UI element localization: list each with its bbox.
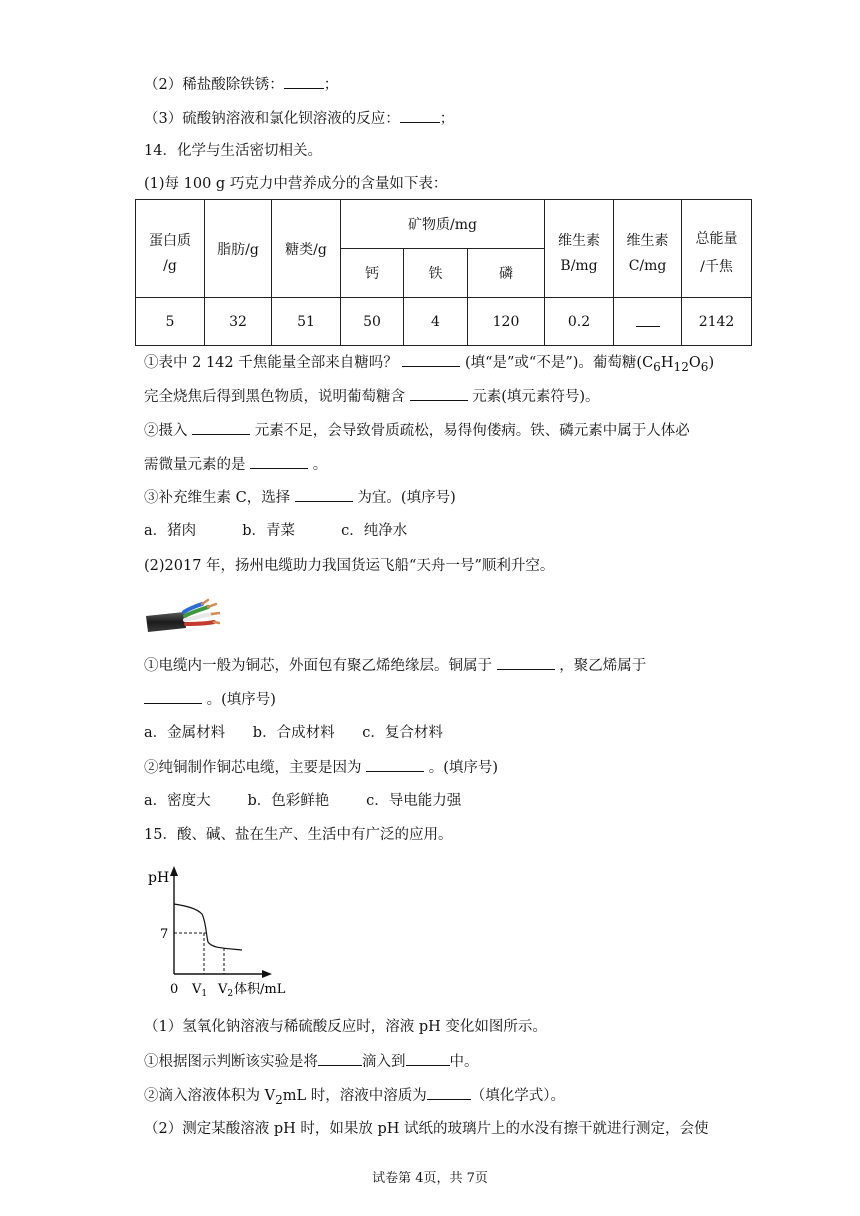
nutrition-table [135, 199, 752, 346]
header-sugar: 糖类/g [272, 200, 341, 298]
answer-blank[interactable] [410, 386, 468, 401]
q15-p1a: ①根据图示判断该实验是将 滴入到 中。 [144, 1051, 479, 1072]
v2-label: $V_2$ [218, 982, 234, 999]
cell-vitamin-c [614, 298, 682, 346]
page-footer: 试卷第 4页，共 7页 [372, 1171, 488, 1186]
cell-vitamin-b: 0.2 [545, 298, 614, 346]
cell-calcium: 50 [341, 298, 404, 346]
answer-blank[interactable] [427, 1085, 471, 1100]
answer-blank[interactable] [636, 312, 660, 327]
answer-blank[interactable] [295, 487, 353, 502]
q14-title: 14．化学与生活密切相关。 [144, 143, 322, 159]
q14-c1: ①电缆内一般为铜芯，外面包有聚乙烯绝缘层。铜属于 ，聚乙烯属于 [144, 655, 646, 676]
q14-s1: ①表中 2 142 千焦能量全部来自糖吗？ (填“是”或“不是”)。葡萄糖$(C_6H_{12}O_6)$ [144, 352, 714, 377]
answer-blank[interactable] [318, 1051, 362, 1066]
answer-blank[interactable] [366, 757, 424, 772]
header-vitamin-b: 维生素 B/mg [545, 200, 614, 298]
q15-title: 15．酸、碱、盐在生产、生活中有广泛的应用。 [144, 827, 453, 843]
header-fat: 脂肪/g [205, 200, 272, 298]
header-iron: 铁 [404, 249, 468, 298]
header-calcium: 钙 [341, 249, 404, 298]
header-phosphorus: 磷 [468, 249, 545, 298]
origin-label: 0 [170, 982, 179, 997]
q14-s3: ②摄入 元素不足，会导致骨质疏松，易得佝偻病。铁、磷元素中属于人体必 [144, 420, 690, 441]
cell-energy: 2142 [682, 298, 752, 346]
q14-s4: 需微量元素的是 。 [144, 454, 327, 475]
q14-s2: 完全烧焦后得到黑色物质，说明葡萄糖含 元素(填元素符号)。 [144, 386, 600, 407]
cell-iron: 4 [404, 298, 468, 346]
y-axis-arrow-icon [170, 866, 178, 876]
answer-blank[interactable] [497, 655, 555, 670]
cell-protein: 5 [136, 298, 205, 346]
header-minerals: 矿物质/mg [341, 200, 545, 249]
y-axis-label: pH [148, 870, 170, 886]
cable-image [146, 598, 220, 638]
ph-curve-graph [146, 862, 298, 1000]
q15-p2: （2）测定某酸溶液 pH 时，如果放 pH 试纸的玻璃片上的水没有擦干就进行测定，会使 [144, 1121, 709, 1137]
answer-blank[interactable] [250, 454, 308, 469]
y-tick-7: 7 [160, 927, 169, 942]
cell-sugar: 51 [272, 298, 341, 346]
q15-p1b: ②滴入溶液体积为 $V_2mL$ 时，溶液中溶质为 （填化学式）。 [144, 1085, 565, 1110]
cell-phosphorus: 120 [468, 298, 545, 346]
q13-item3: （3）硫酸钠溶液和氯化钡溶液的反应： ； [144, 108, 454, 129]
answer-blank[interactable] [406, 1051, 450, 1066]
header-protein: 蛋白质 /g [136, 200, 205, 298]
cell-fat: 32 [205, 298, 272, 346]
answer-blank[interactable] [284, 74, 324, 89]
answer-blank[interactable] [400, 108, 440, 123]
answer-blank[interactable] [192, 420, 250, 435]
answer-blank[interactable] [144, 689, 202, 704]
q14-s5-options: a．猪肉 b．青菜 c．纯净水 [144, 523, 408, 539]
q14-s5: ③补充维生素 C，选择 为宜。(填序号) [144, 487, 456, 508]
q14-c3-options: a．密度大 b．色彩鲜艳 c．导电能力强 [144, 793, 462, 809]
q14-c2-options: a．金属材料 b．合成材料 c．复合材料 [144, 725, 443, 741]
x-axis-label: 体积/mL [234, 982, 286, 997]
x-axis-arrow-icon [262, 970, 272, 978]
q15-p1: （1）氢氧化钠溶液与稀硫酸反应时，溶液 pH 变化如图所示。 [144, 1019, 547, 1035]
answer-blank[interactable] [402, 352, 460, 367]
header-vitamin-c: 维生素 C/mg [614, 200, 682, 298]
v1-label: $V_1$ [192, 982, 208, 999]
q14-c3: ②纯铜制作铜芯电缆，主要是因为 。(填序号) [144, 757, 498, 778]
q14-part2-intro: (2)2017 年，扬州电缆助力我国货运飞船“天舟一号”顺利升空。 [144, 558, 555, 574]
q14-c2: 。(填序号) [144, 689, 276, 710]
q13-item2: （2）稀盐酸除铁锈： ； [144, 74, 338, 95]
q14-part1-intro: (1)每 100 g 巧克力中营养成分的含量如下表： [144, 176, 448, 192]
ph-curve [174, 904, 242, 950]
header-energy: 总能量 /千焦 [682, 200, 752, 298]
